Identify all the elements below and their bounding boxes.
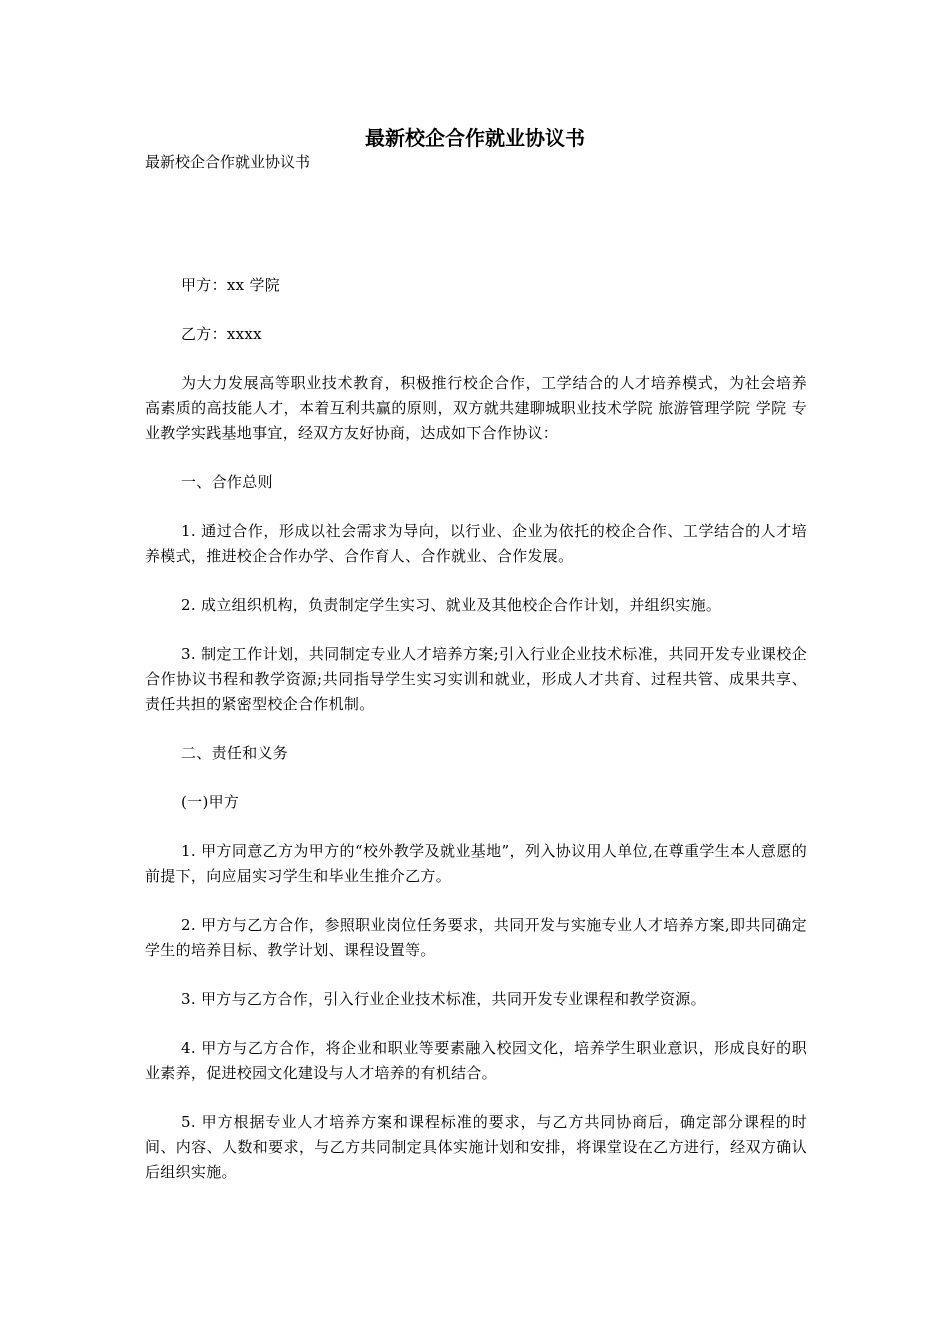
party-a-clause-4: 4. 甲方与乙方合作，将企业和职业等要素融入校园文化，培养学生职业意识，形成良好的职业素养，促进校园文化建设与人才培养的有机结合。 (145, 1039, 807, 1082)
preamble-paragraph: 为大力发展高等职业技术教育，积极推行校企合作，工学结合的人才培养模式，为社会培养高素质的高技能人才，本着互利共赢的原则，双方就共建聊城职业技术学院 旅游管理学院 学院 专业教学实践基地事宜，经双方友好协商，达成如下合作协议： (145, 374, 807, 442)
subsection-heading-party-a: (一)甲方 (181, 793, 240, 811)
section-heading-general: 一、合作总则 (181, 473, 273, 491)
document-subtitle: 最新校企合作就业协议书 (145, 153, 311, 171)
section-heading-duties: 二、责任和义务 (181, 744, 289, 762)
party-b-line: 乙方：xxxx (181, 325, 262, 343)
party-a-clause-5: 5. 甲方根据专业人才培养方案和课程标准的要求，与乙方共同协商后，确定部分课程的时间、内容、人数和要求，与乙方共同制定具体实施计划和安排，将课堂设在乙方进行，经双方确认后组织实施。 (145, 1113, 807, 1181)
general-clause-2: 2. 成立组织机构，负责制定学生实习、就业及其他校企合作计划，并组织实施。 (181, 596, 722, 614)
document-title: 最新校企合作就业协议书 (365, 126, 585, 150)
general-clause-3: 3. 制定工作计划，共同制定专业人才培养方案;引入行业企业技术标准，共同开发专业课校企合作协议书程和教学资源;共同指导学生实习实训和就业，形成人才共育、过程共管、成果共享、责任共担的紧密型校企合作机制。 (145, 645, 807, 713)
party-a-clause-1: 1. 甲方同意乙方为甲方的“校外教学及就业基地”，列入协议用人单位,在尊重学生本人意愿的前提下，向应届实习学生和毕业生推介乙方。 (145, 842, 807, 885)
party-a-clause-2: 2. 甲方与乙方合作，参照职业岗位任务要求，共同开发与实施专业人才培养方案,即共同确定学生的培养目标、教学计划、课程设置等。 (145, 916, 807, 959)
document-body (145, 273, 807, 1209)
general-clause-1: 1. 通过合作，形成以社会需求为导向，以行业、企业为依托的校企合作、工学结合的人才培养模式，推进校企合作办学、合作育人、合作就业、合作发展。 (145, 522, 807, 565)
party-a-clause-3: 3. 甲方与乙方合作，引入行业企业技术标准，共同开发专业课程和教学资源。 (181, 990, 706, 1008)
party-a-line: 甲方：xx 学院 (181, 276, 281, 294)
